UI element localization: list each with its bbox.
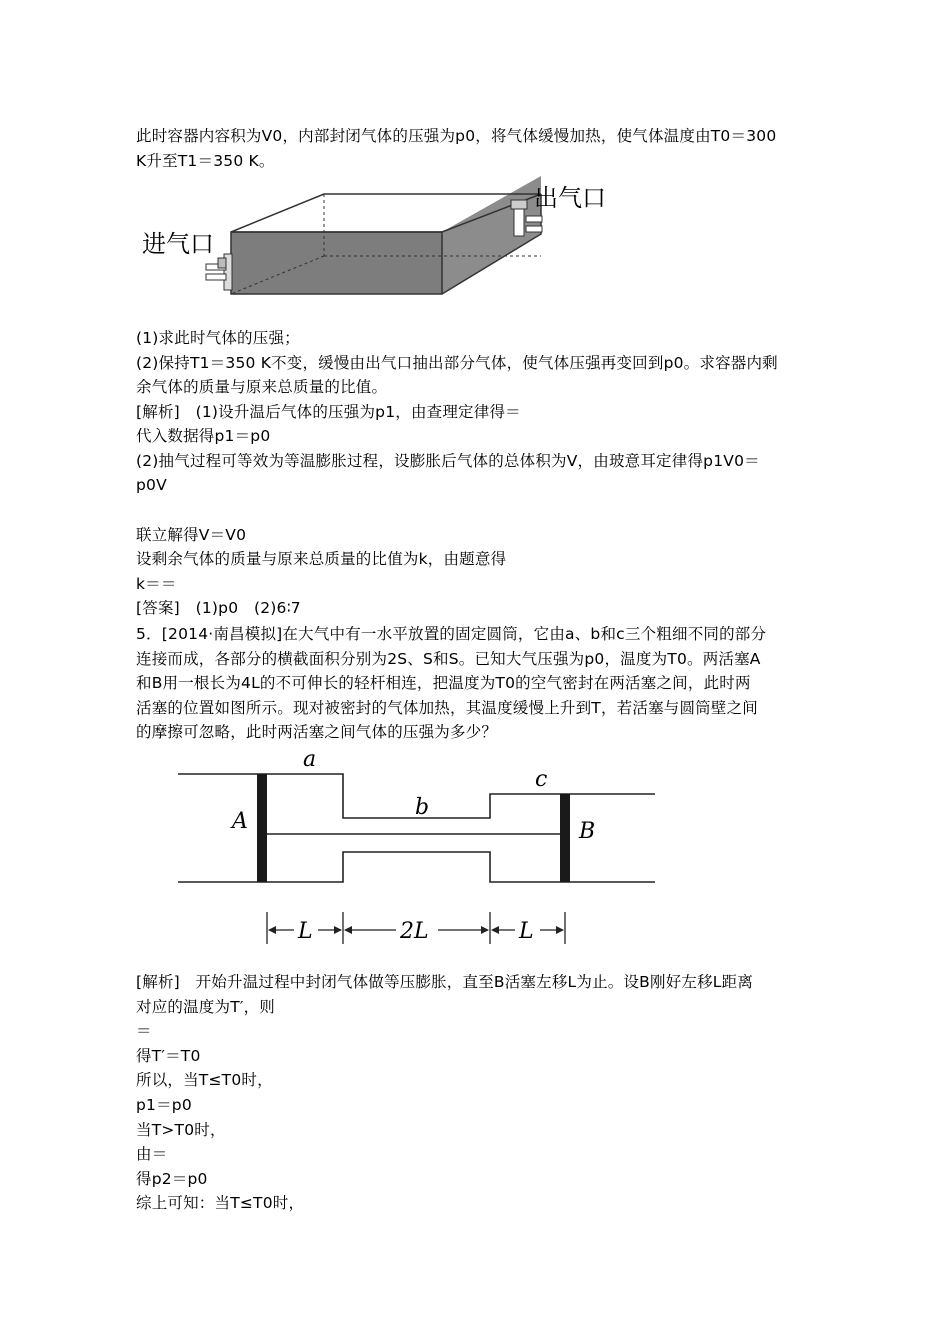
answer4: [答案] (1)p0 (2)6∶7 bbox=[136, 599, 301, 617]
problem5-line2: 连接而成，各部分的横截面积分别为2S、S和S。已知大气压强为p0，温度为T0。两活塞A bbox=[136, 650, 761, 668]
solution5-line10: 综上可知：当T≤T0时， bbox=[136, 1194, 305, 1212]
question-2-line2: 余气体的质量与原来总质量的比值。 bbox=[136, 378, 388, 396]
dim-label-3: L bbox=[519, 919, 534, 944]
solution5-line9: 得p2＝p0 bbox=[136, 1170, 208, 1188]
inlet-label: 进气口 bbox=[142, 230, 214, 258]
container-figure bbox=[136, 176, 616, 302]
problem5-line5: 的摩擦可忽略，此时两活塞之间气体的压强为多少？ bbox=[136, 723, 498, 741]
solution4-line4: p0V bbox=[136, 476, 167, 494]
solution4-line7: k＝＝ bbox=[136, 575, 177, 593]
cylinder-figure bbox=[170, 744, 660, 950]
solution5-line1: [解析] 开始升温过程中封闭气体做等压膨胀，直至B活塞左移L为止。设B刚好左移L距离 bbox=[136, 973, 754, 991]
question-2-line1: (2)保持T1＝350 K不变，缓慢由出气口抽出部分气体，使气体压强再变回到p0。求容器内剩 bbox=[136, 354, 778, 372]
piston-b bbox=[560, 794, 570, 882]
solution4-line3: (2)抽气过程可等效为等温膨胀过程，设膨胀后气体的总体积为V，由玻意耳定律得p1V0＝ bbox=[136, 452, 760, 470]
piston-a bbox=[257, 774, 267, 882]
solution5-line2: 对应的温度为T′，则 bbox=[136, 998, 275, 1016]
label-piston-a: A bbox=[232, 809, 248, 834]
label-piston-b: B bbox=[579, 819, 596, 844]
question-1: (1)求此时气体的压强； bbox=[136, 329, 300, 347]
solution5-line8: 由＝ bbox=[136, 1145, 168, 1163]
solution5-line5: 所以，当T≤T0时， bbox=[136, 1071, 273, 1089]
inlet-valve-icon bbox=[206, 254, 232, 290]
label-a: a bbox=[303, 747, 317, 772]
outlet-label: 出气口 bbox=[534, 184, 606, 212]
dim-label-2: 2L bbox=[400, 919, 429, 944]
label-b: b bbox=[415, 795, 430, 820]
para1-line2: K升至T1＝350 K。 bbox=[136, 152, 275, 170]
dim-label-1: L bbox=[298, 919, 313, 944]
solution5-line6: p1＝p0 bbox=[136, 1096, 192, 1114]
problem5-line3: 和B用一根长为4L的不可伸长的轻杆相连，把温度为T0的空气密封在两活塞之间，此时两 bbox=[136, 674, 751, 692]
solution4-line1: [解析] (1)设升温后气体的压强为p1，由查理定律得＝ bbox=[136, 403, 521, 421]
para1-line1: 此时容器内容积为V0，内部封闭气体的压强为p0，将气体缓慢加热，使气体温度由T0＝300 bbox=[136, 127, 777, 145]
solution5-line4: 得T′＝T0 bbox=[136, 1047, 201, 1065]
problem5-line1: 5．[2014·南昌模拟]在大气中有一水平放置的固定圆筒，它由a、b和c三个粗细不同的部分 bbox=[136, 625, 767, 643]
solution4-line5: 联立解得V＝V0 bbox=[136, 526, 247, 544]
solution5-line3: ＝ bbox=[136, 1022, 152, 1040]
solution4-line2: 代入数据得p1＝p0 bbox=[136, 427, 271, 445]
solution4-line6: 设剩余气体的质量与原来总质量的比值为k，由题意得 bbox=[136, 550, 507, 568]
gas-front-fill bbox=[231, 232, 442, 294]
label-c: c bbox=[535, 767, 548, 792]
problem5-line4: 活塞的位置如图所示。现对被密封的气体加热，其温度缓慢上升到T，若活塞与圆筒壁之间 bbox=[136, 699, 758, 717]
solution5-line7: 当T>T0时， bbox=[136, 1121, 226, 1139]
